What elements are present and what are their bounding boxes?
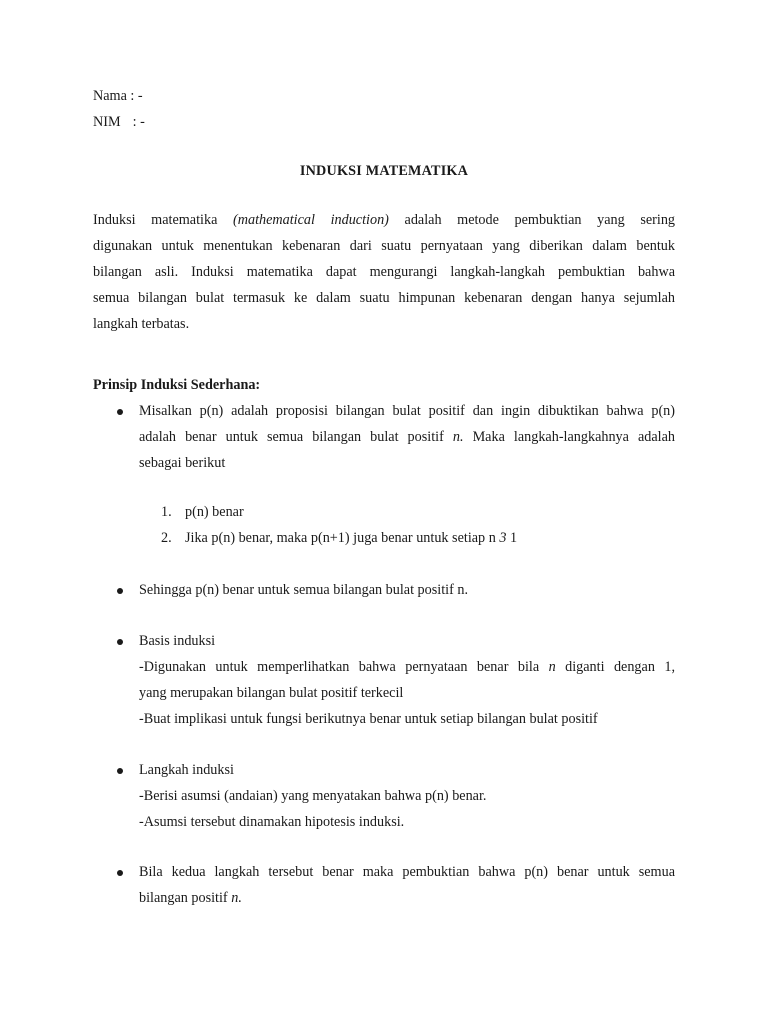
intro-line-5: langkah terbatas.: [93, 316, 190, 332]
bullet3-italic-n: n: [548, 659, 556, 675]
intro-text: adalah metode pembuktian yang sering: [404, 212, 676, 228]
nim-label: NIM: [93, 114, 121, 130]
list-number-1: 1.: [161, 504, 172, 520]
bullet1-text: Maka langkah-langkahnya adalah: [472, 429, 676, 445]
list-item-text: 1: [509, 530, 518, 546]
nim-line: [93, 114, 145, 131]
nim-value: : -: [132, 114, 145, 130]
bullet-marker: [117, 768, 123, 774]
intro-line-4: semua bilangan bulat termasuk ke dalam suatu himpunan kebenaran dengan hanya sejumlah: [93, 290, 675, 306]
name-line: Nama : -: [93, 88, 143, 104]
bullet-marker: [117, 870, 123, 876]
bullet1-italic-n: n.: [452, 429, 464, 445]
bullet-marker: [117, 588, 123, 594]
bullet-marker: [117, 409, 123, 415]
list-item-text: Jika p(n) benar, maka p(n+1) juga benar untuk setiap n: [185, 530, 496, 546]
bullet5-italic-n: n.: [231, 890, 242, 906]
list-item-symbol: 3: [499, 530, 507, 546]
intro-text: Induksi matematika: [93, 212, 218, 228]
bullet3-text: diganti dengan 1,: [565, 659, 675, 675]
intro-line-2: digunakan untuk menentukan kebenaran dari suatu pernyataan yang diberikan dalam bentuk: [93, 238, 675, 254]
bullet-marker: [117, 639, 123, 645]
bullet3-line-2: yang merupakan bilangan bulat positif terkecil: [139, 685, 404, 701]
bullet1-line-3: sebagai berikut: [139, 455, 226, 471]
section-heading: Prinsip Induksi Sederhana:: [93, 377, 261, 393]
bullet3-line-3: -Buat implikasi untuk fungsi berikutnya benar untuk setiap bilangan bulat positif: [139, 711, 598, 727]
bullet1-line-1: Misalkan p(n) adalah proposisi bilangan bulat positif dan ingin dibuktikan bahwa p(n): [139, 403, 675, 419]
list-item-1: p(n) benar: [185, 504, 244, 520]
bullet1-text: adalah benar untuk semua bilangan bulat positif: [139, 429, 444, 445]
bullet2-text: Sehingga p(n) benar untuk semua bilangan bulat positif n.: [139, 582, 469, 598]
bullet4-heading: Langkah induksi: [139, 762, 234, 778]
intro-line-1: [93, 212, 675, 229]
intro-line-3: bilangan asli. Induksi matematika dapat mengurangi langkah-langkah pembuktian bahwa: [93, 264, 675, 280]
bullet4-line-2: -Asumsi tersebut dinamakan hipotesis induksi.: [139, 814, 405, 830]
bullet5-line-1: Bila kedua langkah tersebut benar maka pembuktian bahwa p(n) benar untuk semua: [139, 864, 675, 880]
bullet3-heading: Basis induksi: [139, 633, 216, 649]
bullet1-line-2: [139, 429, 675, 446]
document-title: INDUKSI MATEMATIKA: [299, 163, 469, 179]
bullet4-line-1: -Berisi asumsi (andaian) yang menyatakan bahwa p(n) benar.: [139, 788, 487, 804]
bullet3-text: -Digunakan untuk memperlihatkan bahwa pernyataan benar bila: [139, 659, 540, 675]
bullet3-line-1: [139, 659, 675, 676]
bullet5-line-2: [139, 890, 242, 907]
bullet5-text: bilangan positif: [139, 890, 228, 906]
intro-italic-term: (mathematical induction): [233, 212, 389, 228]
list-number-2: 2.: [161, 530, 172, 546]
list-item-2: [185, 530, 517, 547]
